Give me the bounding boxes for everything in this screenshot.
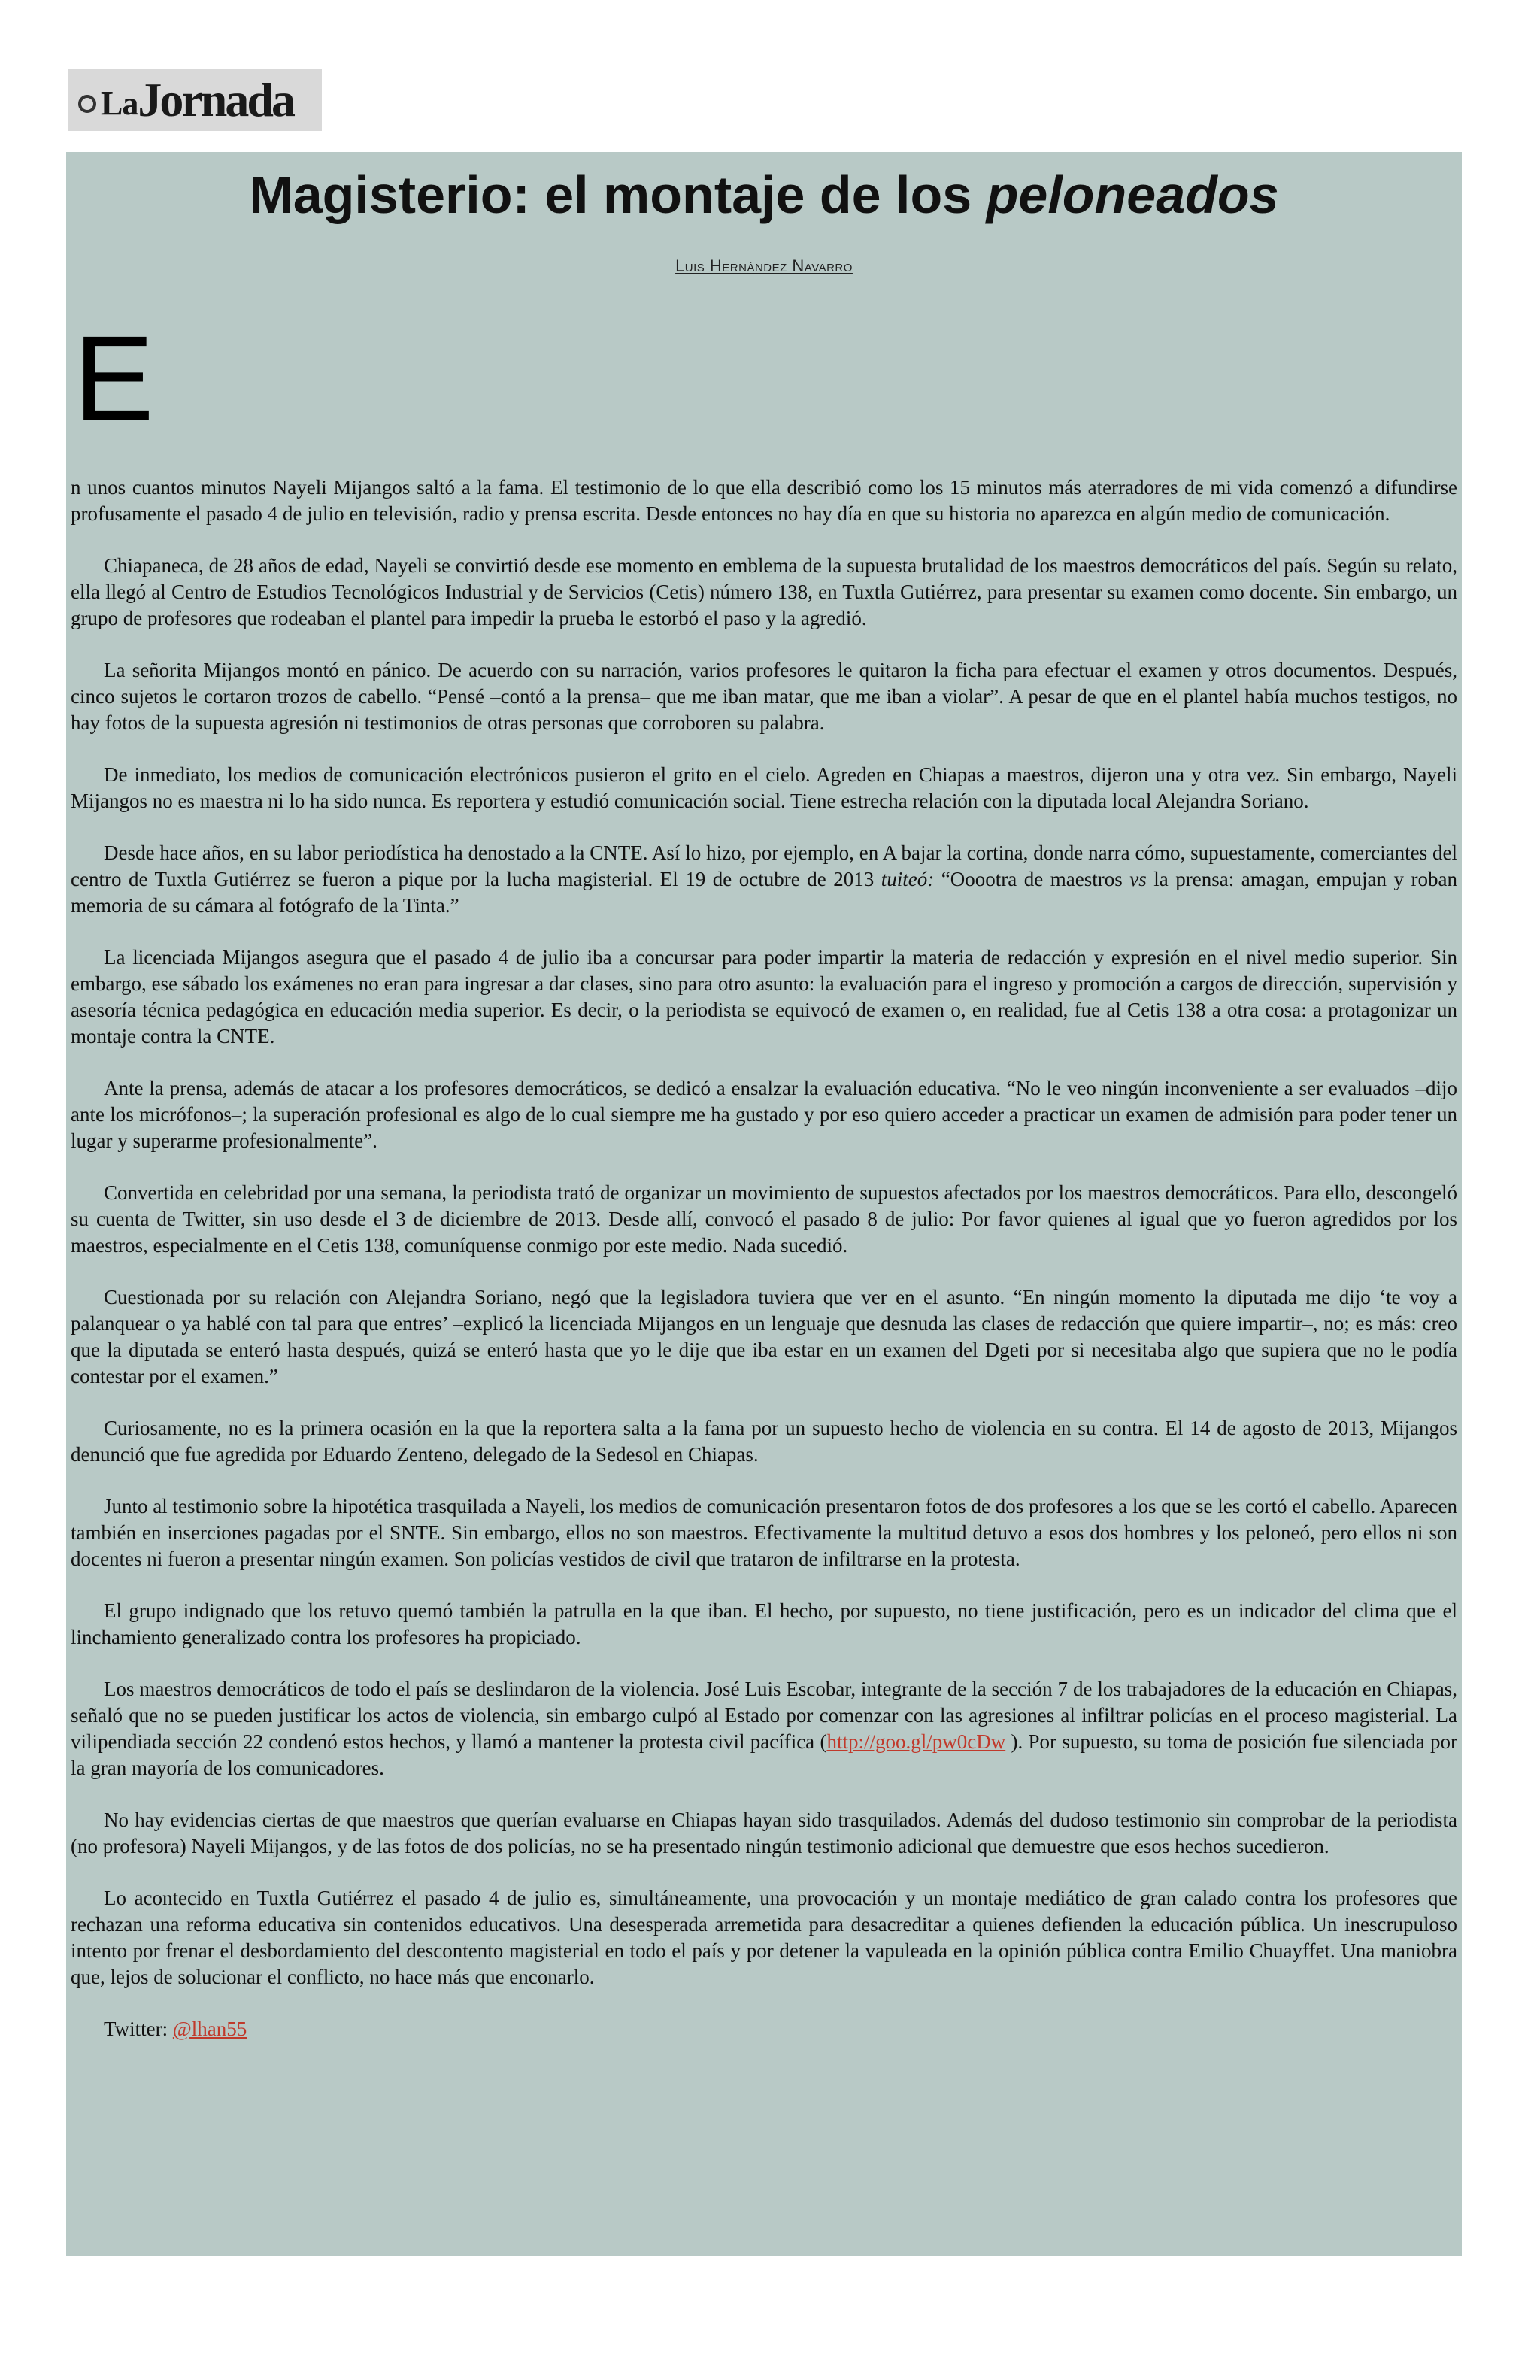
paragraph-3: La señorita Mijangos montó en pánico. De acuerdo con su narración, varios profesores le quitaron la ficha para efectuar el examen y otros documentos. Después, cinco sujetos le cortaron trozos de cabello. “Pensé –contó a la prensa– que me iban matar, que me iban a violar”. A pesar de que en el plantel había muchos testigos, no hay fotos de la supuesta agresión ni testimonios de otras personas que corroboren su palabra. bbox=[71, 659, 1457, 734]
paragraph-12: El grupo indignado que los retuvo quemó también la patrulla en la que iban. El hecho, por supuesto, no tiene justificación, pero es un indicador del clima que el linchamiento generalizado contra los profesores ha propiciado. bbox=[71, 1599, 1457, 1648]
article-container bbox=[66, 152, 1462, 2256]
twitter-line: Twitter: @lhan55 bbox=[104, 2018, 247, 2040]
title-italic: peloneados bbox=[986, 165, 1279, 224]
author-byline[interactable]: Luis Hernández Navarro bbox=[675, 256, 853, 275]
paragraph-5: Desde hace años, en su labor periodística ha denostado a la CNTE. Así lo hizo, por ejemplo, en A bajar la cortina, donde narra cómo, supuestamente, comerciantes del centro de Tuxtla Gutiérrez se fueron a pique por la lucha magisterial. El 19 de octubre de 2013 tuiteó: “Ooootra de maestros vs la prensa: amagan, empujan y roban memoria de su cámara al fotógrafo de la Tinta.” bbox=[71, 841, 1457, 917]
title-main: Magisterio: el montaje de los bbox=[249, 165, 987, 224]
paragraph-8: Convertida en celebridad por una semana, la periodista trató de organizar un movimiento de supuestos afectados por los maestros democráticos. Para ello, descongeló su cuenta de Twitter, sin uso desde el 3 de diciembre de 2013. Desde allí, convocó el pasado 8 de julio: Por favor quienes al igual que yo fueron agredidos por los maestros, especialmente en el Cetis 138, comuníquense conmigo por este medio. Nada sucedió. bbox=[71, 1181, 1457, 1257]
paragraph-2: Chiapaneca, de 28 años de edad, Nayeli se convirtió desde ese momento en emblema de la supuesta brutalidad de los maestros democráticos del país. Según su relato, ella llegó al Centro de Estudios Tecnológicos Industrial y de Servicios (Cetis) número 138, en Tuxtla Gutiérrez, para presentar su examen como docente. Sin embargo, un grupo de profesores que rodeaban el plantel para impedir la prueba le estorbó el paso y la agredió. bbox=[71, 554, 1457, 629]
la-jornada-logo bbox=[68, 69, 322, 131]
article-body bbox=[71, 474, 1457, 2042]
paragraph-4: De inmediato, los medios de comunicación electrónicos pusieron el grito en el cielo. Agreden en Chiapas a maestros, dijeron una y otra vez. Sin embargo, Nayeli Mijangos no es maestra ni lo ha sido nunca. Es reportera y estudió comunicación social. Tiene estrecha relación con la diputada local Alejandra Soriano. bbox=[71, 763, 1457, 812]
paragraph-6: La licenciada Mijangos asegura que el pasado 4 de julio iba a concursar para poder impartir la materia de redacción y expresión en el nivel medio superior. Sin embargo, ese sábado los exámenes no eran para ingresar a dar clases, sino para otro asunto: la evaluación para el ingreso y promoción a cargos de dirección, supervisión y asesoría técnica pedagógica en educación media superior. Es decir, o la periodista se equivocó de examen o, en realidad, fue al Cetis 138 a otra cosa: a protagonizar un montaje contra la CNTE. bbox=[71, 946, 1457, 1048]
article-title bbox=[71, 161, 1457, 229]
paragraph-11: Junto al testimonio sobre la hipotética trasquilada a Nayeli, los medios de comunicación presentaron fotos de dos profesores a los que se les cortó el cabello. Aparecen también en inserciones pagadas por el SNTE. Sin embargo, ellos no son maestros. Efectivamente la multitud detuvo a esos dos hombres y los peloneó, pero ellos ni son docentes ni fueron a presentar ningún examen. Son policías vestidos de civil que trataron de infiltrarse en la protesta. bbox=[71, 1495, 1457, 1570]
cnte-link[interactable]: http://goo.gl/pw0cDw bbox=[826, 1730, 1006, 1753]
paragraph-9: Cuestionada por su relación con Alejandra Soriano, negó que la legisladora tuviera que ver en el asunto. “En ningún momento la diputada me dijo ‘te voy a palanquear o ya hablé con tal para que entres’ –explicó la licenciada Mijangos en un lenguaje que desnuda las clases de redacción que quiere impartir–, no; es más: creo que la diputada se enteró hasta después, quizá se enteró hasta que yo le dije que iba estar en un examen del Dgeti por si necesitaba algo que supiera que no le podía contestar por el examen.” bbox=[71, 1286, 1457, 1387]
paragraph-15: Lo acontecido en Tuxtla Gutiérrez el pasado 4 de julio es, simultáneamente, una provocación y un montaje mediático de gran calado contra los profesores que rechazan una reforma educativa sin contenidos educativos. Una desesperada arremetida para desacreditar a quienes defienden la educación pública. Un inescrupuloso intento por frenar el desbordamiento del descontento magisterial en todo el país y por detener la vapuleada en la opinión pública contra Emilio Chuayffet. Una maniobra que, lejos de solucionar el conflicto, no hace más que enconarlo. bbox=[71, 1887, 1457, 1988]
drop-cap: E bbox=[74, 311, 154, 445]
twitter-handle-link[interactable]: @lhan55 bbox=[172, 2018, 247, 2040]
logo-main: Jornada bbox=[138, 73, 293, 126]
logo-circle-icon bbox=[78, 95, 96, 113]
paragraph-14: No hay evidencias ciertas de que maestros que querían evaluarse en Chiapas hayan sido trasquilados. Además del dudoso testimonio sin comprobar de la periodista (no profesora) Nayeli Mijangos, y de las fotos de dos policías, no se ha presentado ningún testimonio adicional que demuestre que esos hechos sucedieron. bbox=[71, 1808, 1457, 1857]
logo-prefix: La bbox=[101, 84, 138, 122]
paragraph-1: n unos cuantos minutos Nayeli Mijangos saltó a la fama. El testimonio de lo que ella describió como los 15 minutos más aterradores de mi vida comenzó a difundirse profusamente el pasado 4 de julio en televisión, radio y prensa escrita. Desde entonces no hay día en que su historia no aparezca en algún medio de comunicación. bbox=[71, 476, 1457, 525]
paragraph-10: Curiosamente, no es la primera ocasión en la que la reportera salta a la fama por un supuesto hecho de violencia en su contra. El 14 de agosto de 2013, Mijangos denunció que fue agredida por Eduardo Zenteno, delegado de la Sedesol en Chiapas. bbox=[71, 1417, 1457, 1466]
paragraph-13: Los maestros democráticos de todo el país se deslindaron de la violencia. José Luis Escobar, integrante de la sección 7 de los trabajadores de la educación en Chiapas, señaló que no se pueden justificar los actos de violencia, sin embargo culpó al Estado por comenzar con las agresiones al infiltrar policías en el proceso magisterial. La vilipendiada sección 22 condenó estos hechos, y llamó a mantener la protesta civil pacífica (http://goo.gl/pw0cDw ). Por supuesto, su toma de posición fue silenciada por la gran mayoría de los comunicadores. bbox=[71, 1678, 1457, 1779]
paragraph-7: Ante la prensa, además de atacar a los profesores democráticos, se dedicó a ensalzar la evaluación educativa. “No le veo ningún inconveniente a ser evaluados –dijo ante los micrófonos–; la superación profesional es algo de lo cual siempre me ha gustado y por eso quiero acceder a practicar un examen de admisión para poder tener un lugar y superarme profesionalmente”. bbox=[71, 1077, 1457, 1152]
